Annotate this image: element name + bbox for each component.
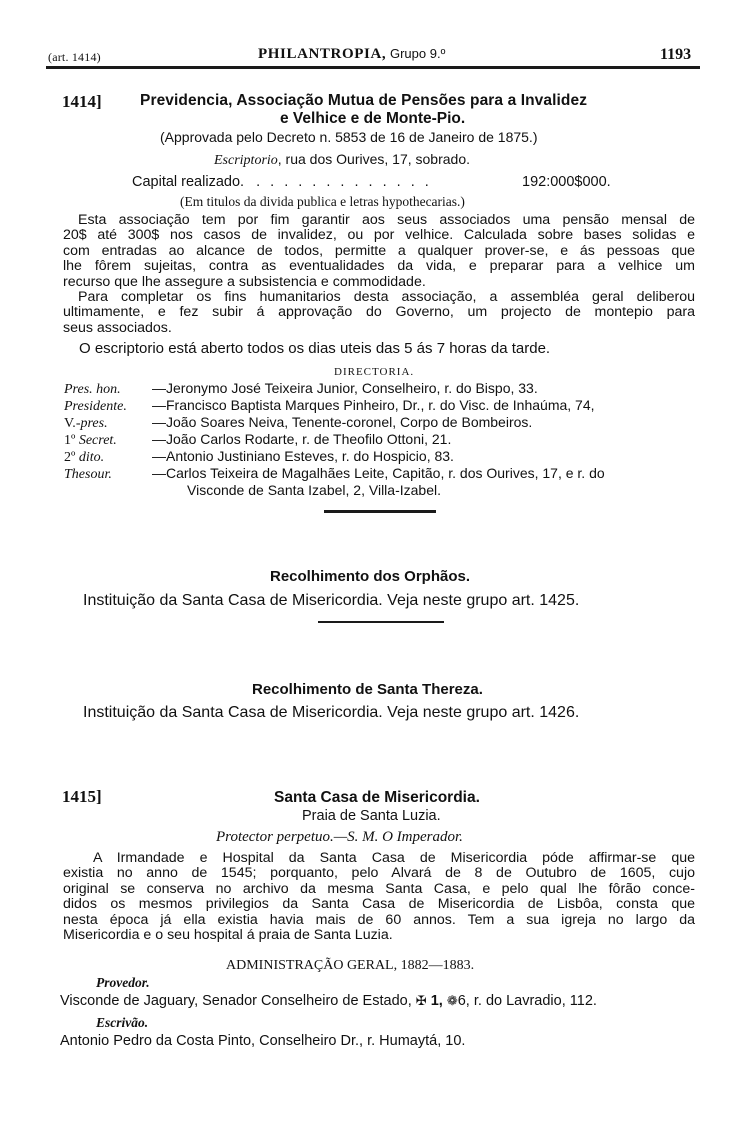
text-line: com entradas ao alcance de todos, permitte a qualquer prover-se, e ás pessoas que (63, 242, 695, 259)
text-line: Para completar os fins humanitarios desta associação, a assembléa geral deliberou (78, 289, 695, 306)
section-title: PHILANTROPIA, (258, 46, 387, 62)
capital-value: 192:000$000. (522, 174, 611, 190)
header-rule (46, 66, 700, 69)
text-line: Misericordia e o seu hospital á praia de Santa Luzia. (63, 927, 393, 944)
orphanage-title: Recolhimento dos Orphãos. (270, 568, 471, 585)
capital-label: Capital realizado. (132, 174, 245, 190)
santa-thereza-text: Instituição da Santa Casa de Misericordia. Veja neste grupo art. 1426. (83, 704, 580, 721)
director-row (64, 465, 605, 483)
director-text: —João Soares Neiva, Tenente-coronel, Corpo de Bombeiros. (152, 414, 533, 430)
paragraph-history (63, 851, 695, 943)
text-line: existia no anno de 1545; porquanto, pelo Alvará de 8 de Outubro de 1605, cujo (63, 865, 695, 882)
director-role-label: -pres. (75, 416, 108, 431)
provedor-text: Visconde de Jaguary, Senador Conselheiro de Estado, (60, 993, 412, 1009)
text-line: nesta época já ella existia havia mais de 60 annos. Tem a sua igreja no largo da (63, 911, 695, 928)
article-number-1415: 1415] (62, 787, 102, 806)
text-line: didos os mesmos privilegios da Santa Casa de Misericordia de Lisbôa, consta que (63, 896, 695, 913)
capital-note: (Em titulos da divida publica e letras hypothecarias.) (180, 194, 465, 209)
entry-title: Santa Casa de Misericordia. (274, 789, 480, 806)
section-divider (324, 510, 436, 513)
director-role (64, 433, 152, 449)
office-label: Escriptorio (214, 153, 278, 168)
director-role: Pres. hon. (64, 382, 121, 397)
director-role: Thesour. (64, 467, 112, 482)
rose-order-icon: ❁ (446, 993, 458, 1008)
provedor-line (60, 993, 597, 1009)
cross-order-icon: ✠ (415, 993, 427, 1008)
administration-heading: ADMINISTRAÇÃO GERAL, 1882—1883. (226, 958, 475, 973)
director-text: —Francisco Baptista Marques Pinheiro, Dr., r. do Visc. de Inhaúma, 74, (152, 397, 595, 413)
section-divider (318, 621, 444, 623)
provedor-address: 6, r. do Lavradio, 112. (457, 993, 597, 1009)
protector-line: Protector perpetuo.—S. M. O Imperador. (216, 829, 463, 845)
text-line: seus associados. (63, 319, 172, 336)
page-number: 1193 (660, 46, 692, 63)
director-role (64, 416, 152, 432)
director-role: Presidente. (64, 399, 127, 414)
director-role-prefix: 2º (64, 450, 76, 465)
capital-leader-dots: . . . . . . . . . . . . . (256, 174, 432, 190)
director-row (64, 380, 538, 398)
directoria-heading: DIRECTORIA. (334, 366, 415, 378)
running-header-title (258, 46, 445, 63)
director-role-label: Secret. (78, 433, 117, 448)
santa-thereza-title: Recolhimento de Santa Thereza. (252, 681, 483, 698)
office-address: , rua dos Ourives, 17, sobrado. (277, 151, 470, 167)
text-line: lhe fôrem sujeitas, contra as eventualidades da vida, e preparar para a velhice um (63, 258, 695, 275)
text-line: ultimamente, e fez subir á approvação do Governo, um projecto de montepio para (63, 304, 695, 321)
entry-subtitle: Praia de Santa Luzia. (302, 808, 441, 824)
director-text: —Carlos Teixeira de Magalhães Leite, Capitão, r. dos Ourives, 17, e r. do (152, 465, 605, 481)
orphanage-text: Instituição da Santa Casa de Misericordia. Veja neste grupo art. 1425. (83, 592, 580, 609)
director-row (64, 397, 595, 415)
escrivao-label: Escrivão. (96, 1015, 149, 1030)
director-role-prefix: 1º (64, 433, 76, 448)
director-text: —João Carlos Rodarte, r. de Theofilo Ottoni, 21. (152, 431, 452, 447)
director-text: —Jeronymo José Teixeira Junior, Conselheiro, r. do Bispo, 33. (152, 380, 538, 396)
entry-title-line2: e Velhice e de Monte-Pio. (280, 110, 466, 127)
director-row (64, 431, 451, 449)
text-line: Esta associação tem por fim garantir aos seus associados uma pensão mensal de (78, 212, 695, 228)
director-role-prefix: V. (64, 416, 76, 431)
order-count: 1, (430, 993, 443, 1009)
office-line (214, 151, 470, 169)
director-row (64, 448, 454, 466)
text-line: 20$ até 300$ nos casos de invalidez, ou por velhice. Calculada sobre bases solidas e (63, 227, 695, 244)
provedor-label: Provedor. (96, 975, 150, 990)
capital-line (132, 174, 632, 190)
text-line: original se conserva no archivo da mesma Santa Casa, e pelo qual lhe fôrão conce- (63, 880, 695, 897)
text-line: A Irmandade e Hospital da Santa Casa de Misericordia póde affirmar-se que (93, 850, 695, 866)
director-row-continuation: Visconde de Santa Izabel, 2, Villa-Izabel. (187, 482, 441, 498)
text-line: recurso que lhe assegure a subsistencia e commodidade. (63, 273, 426, 290)
director-role (64, 450, 152, 466)
escrivao-line: Antonio Pedro da Costa Pinto, Conselheiro Dr., r. Humaytá, 10. (60, 1033, 466, 1049)
paragraph-purpose (63, 213, 695, 336)
running-header-article: (art. 1414) (48, 50, 101, 64)
office-hours: O escriptorio está aberto todos os dias uteis das 5 ás 7 horas da tarde. (79, 340, 551, 357)
article-number-1414: 1414] (62, 92, 102, 111)
group-label: Grupo 9.º (389, 46, 446, 61)
director-row (64, 414, 532, 432)
approval-note: (Approvada pelo Decreto n. 5853 de 16 de Janeiro de 1875.) (160, 129, 538, 145)
director-role-label: dito. (78, 450, 105, 465)
director-text: —Antonio Justiniano Esteves, r. do Hospicio, 83. (152, 448, 454, 464)
entry-title-line1: Previdencia, Associação Mutua de Pensões para a Invalidez (140, 92, 588, 109)
